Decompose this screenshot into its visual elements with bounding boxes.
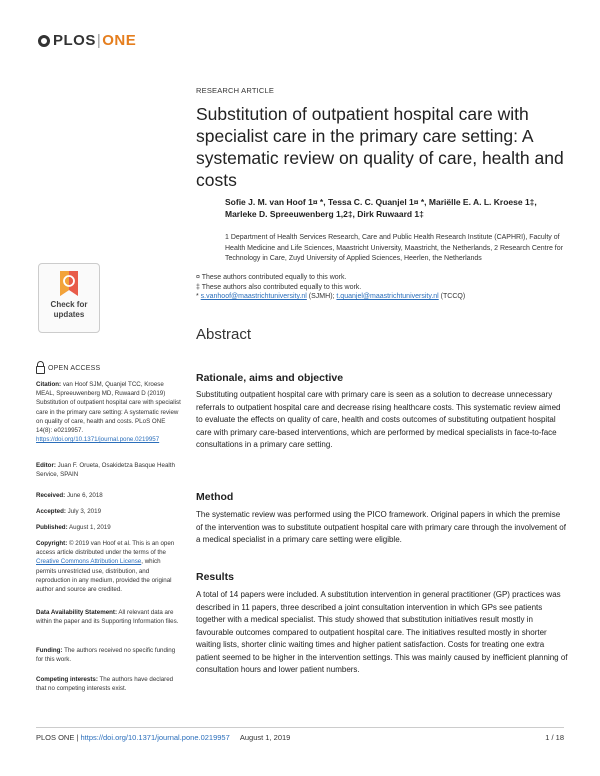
email-link-2[interactable]: t.quanjel@maastrichtuniversity.nl — [336, 293, 439, 300]
received-block — [36, 491, 181, 500]
funding-label: Funding: — [36, 647, 63, 654]
page-number: 1 / 18 — [545, 733, 564, 742]
plos-gear-icon — [38, 35, 50, 47]
editor-label: Editor: — [36, 462, 56, 469]
logo-one: ONE — [102, 32, 137, 49]
note-correspondence — [196, 292, 566, 302]
note-mid: (SJMH); — [306, 293, 337, 300]
citation-block — [36, 380, 181, 444]
citation-label: Citation: — [36, 381, 62, 388]
data-availability-block — [36, 608, 181, 626]
footer-divider — [36, 727, 564, 728]
journal-logo — [38, 32, 136, 49]
data-availability-text: All relevant data are within the paper and its Supporting Information files. — [36, 609, 179, 626]
published-label: Published: — [36, 524, 68, 531]
funding-text: The authors received no specific funding for this work. — [36, 647, 176, 664]
footer-doi-link[interactable]: https://doi.org/10.1371/journal.pone.0219957 — [80, 733, 230, 742]
badge-label — [39, 300, 99, 319]
note-star: * — [196, 293, 201, 300]
badge-line1: Check for — [50, 300, 88, 309]
article-title: Substitution of outpatient hospital care with specialist care in the primary care setting: A systematic review on quality of care, health and costs — [196, 104, 564, 190]
footer-sep: | — [74, 733, 81, 742]
funding-block — [36, 646, 181, 664]
competing-interests-text: The authors have declared that no competing interests exist. — [36, 676, 174, 693]
abstract-heading: Abstract — [196, 326, 252, 343]
copyright-label: Copyright: — [36, 540, 68, 547]
copyright-block — [36, 539, 181, 594]
note-equal-contrib: ¤ These authors contributed equally to this work. — [196, 274, 347, 281]
footer-date: August 1, 2019 — [239, 733, 291, 742]
section-text-rationale: Substituting outpatient hospital care with primary care is seen as a solution to decrease unnecessary referrals to outpatient hospital care and decrease rising healthcare costs. This systematic review aimed to evaluate the effects on quality of care, health and costs outcomes of substituting outpatient hospital care with primary care-based interventions, which are performed by medical specialists in face-to-face consultations in a primary care setting. — [196, 390, 561, 449]
section-heading-method: Method — [196, 491, 234, 503]
open-access-text: OPEN ACCESS — [48, 364, 101, 372]
open-lock-icon — [36, 366, 45, 374]
cc-license-link[interactable]: Creative Commons Attribution License — [36, 558, 142, 566]
competing-interests-label: Competing interests: — [36, 676, 98, 683]
bookmark-refresh-icon — [58, 270, 80, 298]
accepted-text: July 3, 2019 — [65, 508, 102, 515]
received-text: June 6, 2018 — [65, 492, 103, 499]
check-for-updates-badge[interactable] — [38, 263, 100, 333]
citation-text: van Hoof SJM, Quanjel TCC, Kroese MEAL, Spreeuwenberg MD, Ruwaard D (2019) Substitution of outpatient hospital care with specialist care in the primary care setting: A systematic review on quality of care, health and costs. PLoS ONE 14(8): e0219957. — [36, 381, 181, 435]
citation-doi-link[interactable]: https://doi.org/10.1371/journal.pone.0219957 — [36, 436, 160, 444]
logo-plos: PLOS — [53, 32, 96, 49]
section-text-method: The systematic review was performed using the PICO framework. Original papers in which the premise of the intervention was to substitute outpatient hospital care with primary care through the involvement of a medical specialist in a primary care setting were eligible. — [196, 510, 566, 544]
logo-separator: | — [96, 32, 102, 49]
footer-citation — [36, 733, 290, 742]
copyright-text-1: © 2019 van Hoof et al. This is an open access article distributed under the terms of the — [36, 540, 175, 557]
footer-journal: PLOS ONE — [36, 733, 75, 742]
section-heading-results: Results — [196, 571, 234, 583]
open-access-label — [36, 362, 100, 374]
note-also-equal: ‡ These authors also contributed equally to this work. — [196, 283, 362, 291]
accepted-block — [36, 507, 181, 516]
author-notes — [196, 273, 566, 302]
section-heading-rationale: Rationale, aims and objective — [196, 372, 344, 384]
published-text: August 1, 2019 — [67, 524, 111, 531]
accepted-label: Accepted: — [36, 508, 66, 515]
badge-line2: updates — [53, 309, 85, 319]
published-block — [36, 523, 181, 532]
article-type: RESEARCH ARTICLE — [196, 86, 275, 95]
editor-block — [36, 461, 181, 479]
copyright-text-2: , which permits unrestricted use, distribution, and reproduction in any medium, provided the original author and source are credited. — [36, 558, 172, 594]
section-text-results: A total of 14 papers were included. A substitution intervention in general practitioner (GP) practices was described in 11 papers, three described a joint consultation intervention in which GPs see patients together with a medical specialist. This study showed that substitution initiatives result mostly in favourable outcomes compared to outpatient hospital care. The initiatives resulted mostly in shorter waiting lists, shorter clinic waiting times and higher patient satisfaction. Costs for treating one extra patient seemed to be higher in the intervention settings. This was mainly caused by inefficient planning of consultation hours and lower patient numbers. — [196, 590, 568, 674]
author-list[interactable]: Sofie J. M. van Hoof 1¤ *, Tessa C. C. Quanjel 1¤ *, Mariëlle E. A. L. Kroese 1‡, Marleke D. Spreeuwenberg 1,2‡, Dirk Ruwaard 1‡ — [225, 197, 537, 219]
received-label: Received: — [36, 492, 66, 499]
competing-interests-block — [36, 675, 181, 693]
note-suffix: (TCCQ) — [438, 293, 466, 300]
data-availability-label: Data Availability Statement: — [36, 609, 118, 616]
affiliations: 1 Department of Health Services Research, Care and Public Health Research Institute (CAPHRI), Faculty of Health Medicine and Life Sciences, Maastricht University, Maastricht, the Netherlands, 2 Research Centre for Technology in Care, Zuyd University of Applied Sciences, Heerlen, the Netherlands — [225, 234, 563, 262]
email-link-1[interactable]: s.vanhoof@maastrichtuniversity.nl — [200, 293, 307, 300]
editor-text: Juan F. Orueta, Osakidetza Basque Health Service, SPAIN — [36, 462, 175, 479]
